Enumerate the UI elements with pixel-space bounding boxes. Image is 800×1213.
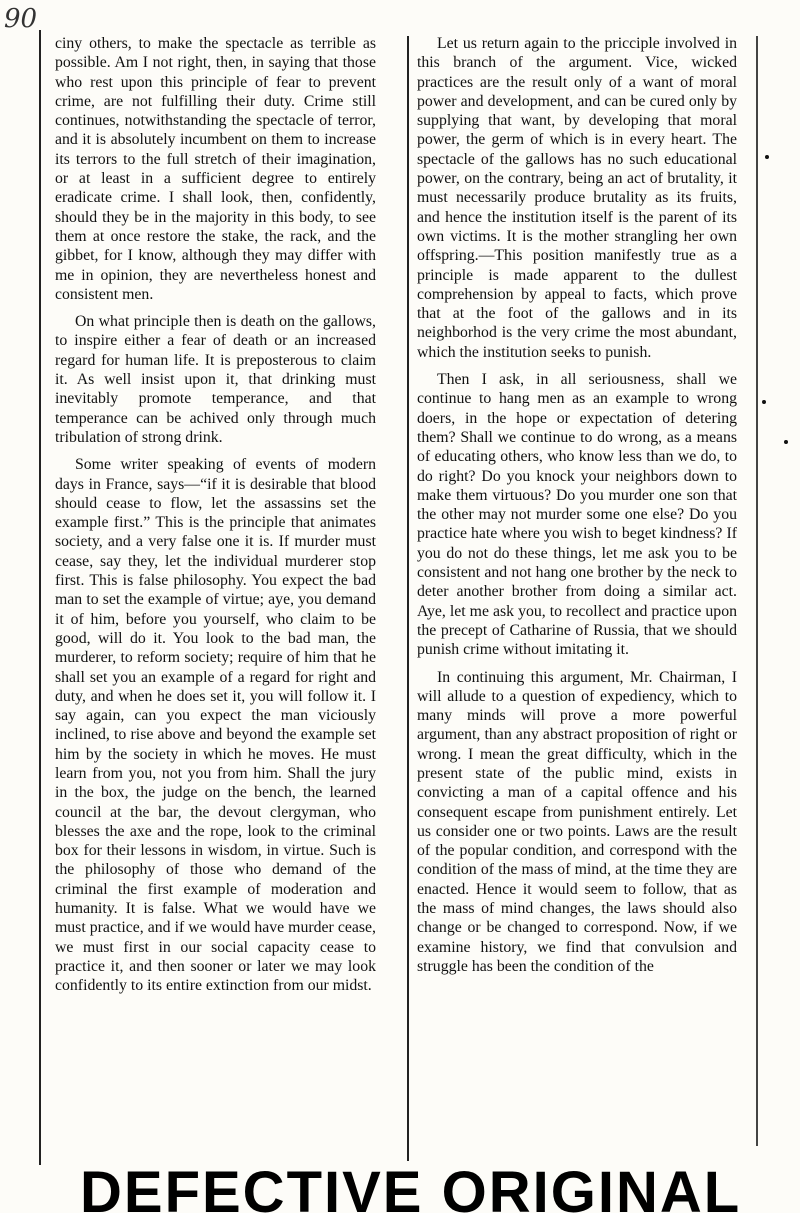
right-margin-rule: [756, 36, 758, 1146]
paragraph: ciny others, to make the spectacle as terrible as possible. Am I not right, then, in saying that those who rest upon this principle of fear to prevent crime, are not fulfilling their duty. Crime still continues, notwithstanding the spectacle of terror, and it is absolutely incumbent on them to increase its terrors to the full stretch of their imagination, or at least in a sufficient degree to entirely eradicate crime. I shall look, then, confidently, should they be in the majority in this body, to see them at once restore the stake, the rack, and the gibbet, for I know, although they may differ with me in opinion, they are nevertheless honest and consistent men.: [55, 35, 376, 303]
paragraph: Let us return again to the pricciple involved in this branch of the argument. Vice, wicked practices are the result only of a want of moral power and development, and can be cured only by supplying that want, by developing that moral power, the germ of which is in every heart. The spectacle of the gallows has no such educational power, on the contrary, being an act of brutality, it must necessarily produce brutality as its fruits, and hence the institution itself is the parent of its own victims. It is the mother strangling her own offspring.—This position manifestly true as a principle is made apparent to the dullest comprehension by appeal to facts, which prove that at the foot of the gallows and in its neighborhod is the very crime the most abundant, which the institution seeks to punish.: [417, 35, 737, 361]
right-column: [417, 34, 737, 984]
ink-speck: [765, 155, 769, 159]
paragraph: In continuing this argument, Mr. Chairman, I will allude to a question of expediency, which to many minds will prove a more powerful argument, than any abstract proposition of right or wrong. I mean the great difficulty, which in the present state of the public mind, exists in convicting a man of a capital offence and his consequent escape from punishment entirely. Let us consider one or two points. Laws are the result of the popular condition, and correspond with the condition of the mass of mind, at the time they are enacted. Hence it would seem to follow, that as the mass of mind changes, the laws should also change or be changed to correspond. Now, if we examine history, we find that convulsion and struggle has been the condition of the: [417, 668, 737, 975]
paragraph: On what principle then is death on the gallows, to inspire either a fear of death or an increased regard for human life. It is preposterous to claim it. As well insist upon it, that drinking must inevitably promote temperance, and that temperance can be achived only through much tribulation of strong drink.: [55, 313, 376, 446]
ink-speck: [762, 400, 766, 404]
paragraph: Some writer speaking of events of modern days in France, says—“if it is desirable that blood should cease to flow, let the assassins set the example first.” This is the principle that animates society, and a very false one it is. If murder must cease, say they, let the individual murderer stop first. This is false philosophy. You expect the bad man to set the example of virtue; aye, you demand it of him, before you yourself, who claim to be good, will do it. You look to the bad man, the murderer, to reform society; require of him that he shall set you an example of a regard for right and duty, and when he does set it, you will follow it. I say again, can you expect the man viciously inclined, to rise above and beyond the example set him by the society in which he moves. He must learn from you, not you from him. Shall the jury in the box, the judge on the bench, the learned council at the bar, the devout clergyman, who blesses the axe and the rope, look to the criminal box for their lessons in wisdom, in virtue. Such is the philosophy of those who demand of the criminal the first example of moderation and humanity. It is false. What we would have we must practice, and if we would have murder cease, we must first in our social capacity cease to practice it, and then sooner or later we may look confidently to its entire extinction from our midst.: [55, 456, 376, 995]
paragraph: Then I ask, in all seriousness, shall we continue to hang men as an example to wrong doers, in the hope or expectation of detering them? Shall we continue to do wrong, as a means of educating others, who know less than we do, to do right? Do you knock your neighbors down to make them virtuous? Do you murder one son that the other may not murder some one else? Do you practice hate where you wish to beget kindness? If you do not do these things, let me ask you to be consistent and not hang one brother by the neck to deter another brother from doing a similar act. Aye, let me ask you, to recollect and practice upon the precept of Catharine of Russia, that we should punish crime without imitating it.: [417, 371, 737, 659]
ink-speck: [784, 440, 788, 444]
defective-original-banner: DEFECTIVE ORIGINAL: [80, 1168, 742, 1213]
left-margin-rule: [39, 30, 41, 1165]
page-number: 90: [4, 4, 38, 34]
column-divider: [407, 36, 409, 1161]
left-column: [55, 34, 376, 1004]
